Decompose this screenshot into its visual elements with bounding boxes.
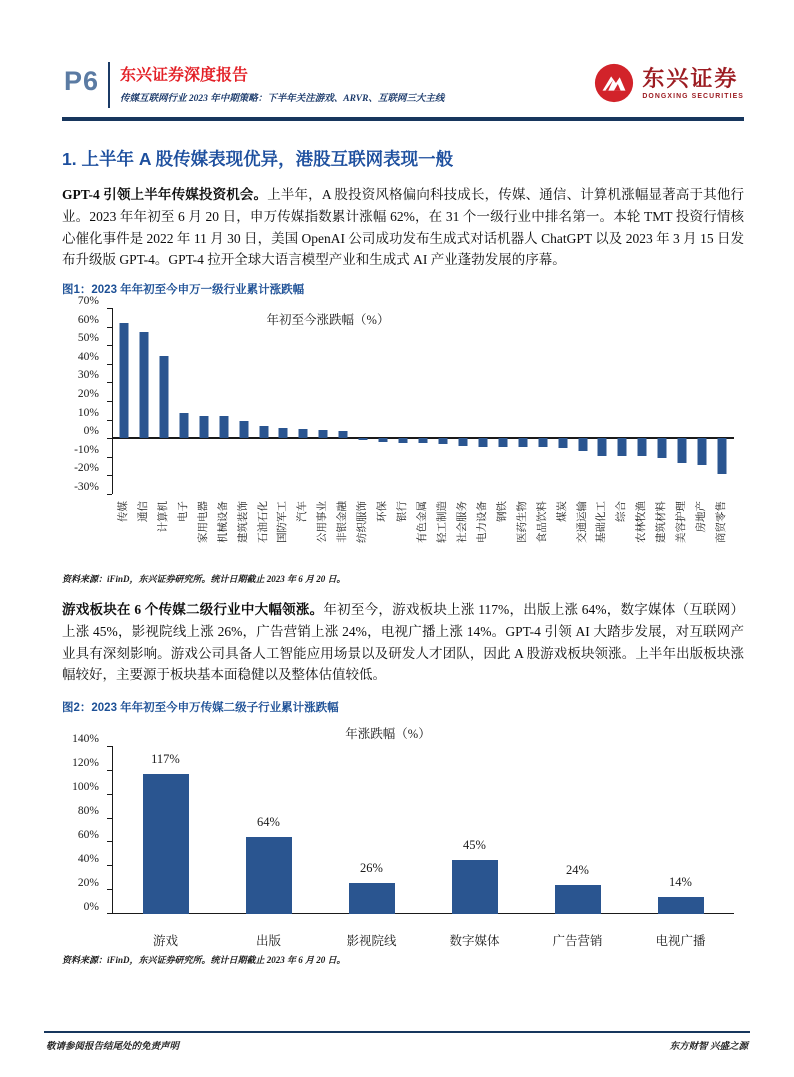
bar-医药生物 [518, 438, 527, 447]
logo-name-en: DONGXING SECURITIES [642, 92, 744, 100]
x-category-label: 电视广播 [655, 934, 706, 948]
bar-slot [320, 746, 423, 914]
bar-非银金融 [339, 431, 348, 438]
x-category-label: 国防军工 [277, 501, 289, 543]
bar-slot [453, 308, 473, 494]
bar-value-label: 24% [566, 863, 589, 878]
chart-2-title: 年涨跌幅（%） [345, 727, 431, 741]
x-category-label: 综合 [616, 501, 628, 522]
x-category-label: 建筑材料 [656, 501, 668, 543]
bar-综合 [618, 438, 627, 456]
x-category-label: 机械设备 [217, 501, 229, 543]
bar-纺织服饰 [359, 438, 368, 440]
page-header [62, 60, 744, 112]
x-category-label: 电子 [177, 501, 189, 522]
x-category-label: 广告营销 [552, 934, 603, 948]
bar-slot [293, 308, 313, 494]
x-category-label: 游戏 [152, 934, 178, 948]
page-footer [46, 1038, 748, 1052]
x-category-label: 数字媒体 [449, 934, 500, 948]
bar-影视院线 [349, 883, 395, 914]
footer-rule [44, 1031, 750, 1033]
bar-value-label: 64% [257, 815, 280, 830]
bar-value-label: 14% [669, 875, 692, 890]
x-category-label: 钢铁 [496, 501, 508, 522]
bar-slot [194, 308, 214, 494]
figure-2-caption: 图2：2023 年年初至今申万传媒二级子行业累计涨跌幅 [62, 702, 339, 714]
header-divider [108, 62, 110, 108]
bar-传媒 [119, 323, 128, 438]
paragraph-1 [62, 184, 744, 271]
y-tick-mark [107, 746, 112, 747]
y-tick-label: -20% [74, 462, 99, 475]
bar-slot [712, 308, 732, 494]
x-category-label: 电力设备 [476, 501, 488, 543]
dongxing-logo-icon [593, 62, 635, 104]
x-category-label: 轻工制造 [436, 501, 448, 543]
bar-slot [423, 746, 526, 914]
report-subtitle: 传媒互联网行业 2023 年中期策略：下半年关注游戏、ARVR、互联网三大主线 [120, 94, 445, 104]
bar-公用事业 [319, 430, 328, 438]
x-category-label: 计算机 [157, 501, 169, 533]
y-tick-label: 60% [77, 313, 99, 326]
logo-text [642, 67, 744, 100]
y-tick-label: 60% [77, 828, 99, 841]
y-tick-label: 40% [77, 350, 99, 363]
y-tick-label: 20% [77, 877, 99, 889]
bar-出版 [246, 837, 292, 914]
y-tick-mark [107, 308, 112, 309]
paragraph-2 [62, 599, 744, 686]
bar-游戏 [143, 774, 189, 914]
bar-数字媒体 [452, 860, 498, 914]
x-category-label: 纺织服饰 [357, 501, 369, 543]
bar-交通运输 [578, 438, 587, 451]
bar-slot [174, 308, 194, 494]
bar-slot [533, 308, 553, 494]
bar-农林牧渔 [638, 438, 647, 456]
bar-电子 [179, 413, 188, 438]
x-category-label: 传媒 [117, 501, 129, 522]
bar-通信 [139, 332, 148, 438]
x-category-label: 建筑装饰 [237, 501, 249, 543]
x-category-label: 基础化工 [596, 501, 608, 543]
figure-2-source: 资料来源：iFinD，东兴证券研究所。统计日期截止 2023 年 6 月 20 日。 [62, 955, 346, 965]
bar-计算机 [159, 356, 168, 438]
x-category-label: 汽车 [297, 501, 309, 522]
bar-slot [513, 308, 533, 494]
bar-slot [214, 308, 234, 494]
bar-汽车 [299, 429, 308, 438]
y-tick-mark [107, 770, 112, 771]
y-tick-label: -30% [74, 481, 99, 493]
x-category-label: 影视院线 [346, 934, 397, 948]
bar-环保 [379, 438, 388, 442]
paragraph-1-text: 上半年，A 股投资风格偏向科技成长，传媒、通信、计算机涨幅显著高于其他行业。2023 年年初至 6 月 20 日，申万传媒指数累计涨幅 62%，在 31 个一级行业中排名第一。本轮 TMT 投资行情核心催化事件是 2022 年 11 月 30 日，美国 OpenAI 公司成功发布生成式对话机器人 ChatGPT 以及 2023 年 3 月 15 日发布升级版 GPT-4。GPT-4 拉开全球大语言模型产业和生成式 AI 产业蓬勃发展的序幕。 [62, 187, 744, 268]
header-rule [62, 117, 744, 121]
y-tick-label: 100% [72, 780, 99, 793]
bar-社会服务 [458, 438, 467, 445]
y-tick-mark [107, 794, 112, 795]
y-tick-mark [107, 494, 112, 495]
bar-轻工制造 [438, 438, 447, 444]
bar-slot [254, 308, 274, 494]
x-category-label: 交通运输 [576, 501, 588, 543]
bar-slot [274, 308, 294, 494]
bar-slot [612, 308, 632, 494]
figure-1-source: 资料来源：iFinD，东兴证券研究所。统计日期截止 2023 年 6 月 20 日。 [62, 574, 346, 584]
bar-slot [553, 308, 573, 494]
chart-2-x-axis [114, 922, 732, 949]
y-tick-mark [107, 382, 112, 383]
x-category-label: 美容护理 [676, 501, 688, 543]
y-tick-label: 120% [72, 756, 99, 769]
bar-煤炭 [558, 438, 567, 448]
bar-slot [217, 746, 320, 914]
x-category-label: 出版 [255, 934, 281, 948]
header-title-block [120, 62, 444, 104]
y-tick-mark [107, 889, 112, 890]
chart-1-title: 年初至今涨跌幅（%） [266, 313, 390, 327]
chart-2-bars [114, 746, 732, 914]
x-category-label: 农林牧渔 [636, 501, 648, 543]
x-category-label: 公用事业 [317, 501, 329, 543]
bar-建筑材料 [658, 438, 667, 458]
figure-1-bar-chart [62, 295, 740, 585]
chart-1-x-axis [114, 497, 732, 583]
x-category-label: 商贸零售 [716, 501, 728, 543]
y-tick-label: 30% [77, 369, 99, 382]
paragraph-2-lead: 游戏板块在 6 个传媒二级行业中大幅领涨。 [62, 602, 324, 617]
bar-value-label: 45% [463, 838, 486, 852]
y-tick-mark [107, 818, 112, 819]
y-tick-label: 80% [77, 805, 99, 817]
bar-电力设备 [478, 438, 487, 446]
bar-slot [114, 308, 134, 494]
y-tick-label: 0% [83, 901, 99, 913]
bar-建筑装饰 [239, 421, 248, 438]
bar-slot [629, 746, 732, 914]
y-tick-label: 50% [77, 332, 99, 345]
section-title: 1. 上半年 A 股传媒表现优异，港股互联网表现一般 [62, 149, 454, 169]
bar-石油石化 [259, 426, 268, 438]
bar-电视广播 [658, 897, 704, 914]
logo-name-cn: 东兴证券 [642, 65, 739, 91]
y-tick-label: 40% [77, 853, 99, 865]
bar-slot [393, 308, 413, 494]
x-category-label: 煤炭 [556, 501, 568, 522]
bar-slot [134, 308, 154, 494]
y-tick-label: 10% [77, 406, 99, 419]
bar-食品饮料 [538, 438, 547, 447]
bar-slot [353, 308, 373, 494]
bar-slot [473, 308, 493, 494]
bar-value-label: 117% [151, 751, 180, 766]
y-tick-mark [107, 865, 112, 866]
report-series-title: 东兴证券深度报告 [120, 67, 249, 84]
y-tick-label: 20% [77, 388, 99, 400]
y-tick-label: 140% [72, 733, 99, 745]
y-tick-mark [107, 345, 112, 346]
bar-slot [573, 308, 593, 494]
x-category-label: 非银金融 [337, 501, 349, 543]
y-tick-mark [107, 420, 112, 421]
bar-有色金属 [419, 438, 428, 443]
bar-slot [672, 308, 692, 494]
x-category-label: 通信 [137, 501, 149, 522]
y-tick-mark [107, 841, 112, 842]
paragraph-2-text: 年初至今，游戏板块上涨 117%，出版上涨 64%，数字媒体（互联网）上涨 45%，影视院线上涨 26%，广告营销上涨 24%，电视广播上涨 14%。GPT-4 引领 AI 大踏步发展，对互联网产业具有深刻影响。游戏公司具备人工智能应用场景以及研发人才团队，因此 A 股游戏板块领涨。上半年出版板块涨幅较好，主要源于板块基本面稳健以及整体估值较低。 [62, 602, 744, 683]
bar-广告营销 [555, 885, 601, 914]
footer-slogan: 东方财智 兴盛之源 [669, 1042, 748, 1052]
bar-slot [692, 308, 712, 494]
x-category-label: 有色金属 [417, 501, 429, 543]
bar-房地产 [698, 438, 707, 465]
company-logo [593, 62, 744, 104]
bar-国防军工 [279, 428, 288, 438]
y-tick-mark [107, 475, 112, 476]
bar-slot [493, 308, 513, 494]
bar-钢铁 [498, 438, 507, 447]
footer-disclaimer: 敬请参阅报告结尾处的免责声明 [46, 1042, 180, 1052]
bar-美容护理 [678, 438, 687, 463]
page-number: P6 [64, 66, 100, 96]
x-category-label: 环保 [377, 501, 389, 522]
bar-slot [333, 308, 353, 494]
y-tick-label: 0% [83, 425, 99, 438]
bar-slot [234, 308, 254, 494]
bar-银行 [399, 438, 408, 443]
y-tick-mark [107, 401, 112, 402]
bar-slot [652, 308, 672, 494]
bar-slot [313, 308, 333, 494]
bar-商贸零售 [718, 438, 727, 474]
bar-slot [433, 308, 453, 494]
bar-基础化工 [598, 438, 607, 456]
bar-slot [373, 308, 393, 494]
y-tick-mark [107, 327, 112, 328]
figure-1-caption: 图1：2023 年年初至今申万一级行业累计涨跌幅 [62, 284, 305, 296]
y-tick-label: 70% [77, 295, 99, 307]
x-category-label: 石油石化 [257, 501, 269, 543]
x-category-label: 银行 [397, 501, 409, 522]
x-category-label: 医药生物 [516, 501, 528, 543]
figure-2-bar-chart [62, 716, 740, 954]
x-category-label: 社会服务 [456, 501, 468, 543]
bar-slot [632, 308, 652, 494]
chart-1-y-axis [62, 295, 106, 493]
x-category-label: 食品饮料 [536, 501, 548, 543]
y-tick-mark [107, 457, 112, 458]
chart-1-bars [114, 308, 732, 494]
paragraph-1-lead: GPT-4 引领上半年传媒投资机会。 [62, 187, 268, 202]
y-tick-mark [107, 913, 112, 914]
x-category-label: 家用电器 [197, 501, 209, 543]
bar-slot [154, 308, 174, 494]
x-category-label: 房地产 [696, 501, 708, 533]
bar-value-label: 26% [360, 860, 383, 875]
bar-机械设备 [219, 416, 228, 438]
y-tick-label: -10% [74, 443, 99, 456]
bar-家用电器 [199, 416, 208, 438]
y-tick-mark [107, 364, 112, 365]
bar-slot [413, 308, 433, 494]
y-tick-mark [107, 438, 112, 439]
bar-slot [593, 308, 613, 494]
